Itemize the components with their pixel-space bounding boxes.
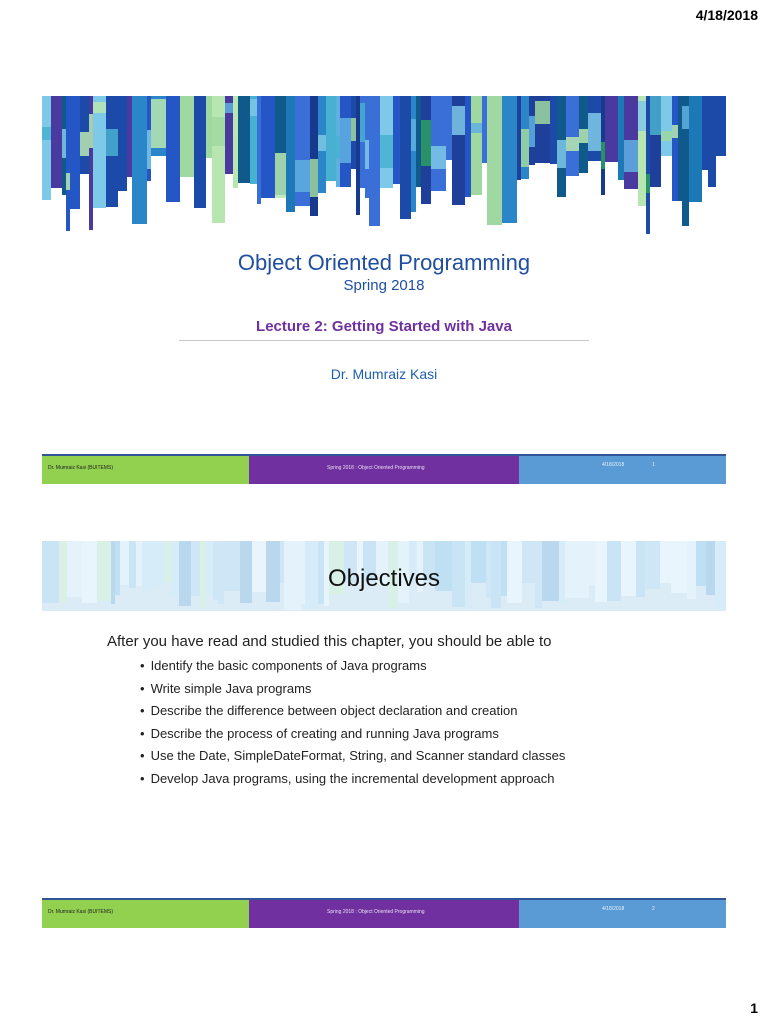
list-item: • Describe the difference between object declaration and creation xyxy=(140,703,565,726)
footer-left-panel xyxy=(42,900,249,928)
footer-course: Spring 2018 : Object Oriented Programming xyxy=(327,909,425,915)
lecture-title: Lecture 2: Getting Started with Java xyxy=(256,318,512,335)
footer-center-panel xyxy=(249,900,519,928)
slide-subtitle: Spring 2018 xyxy=(343,277,425,294)
slide-title: Object Oriented Programming xyxy=(237,250,531,275)
footer-center-panel xyxy=(249,456,519,484)
footer-right-panel xyxy=(519,456,726,484)
footer-author: Dr. Mumraiz Kasi (BUITEMS) xyxy=(48,909,114,915)
page-date: 4/18/2018 xyxy=(695,7,758,23)
objectives-intro: After you have read and studied this chapter, you should be able to xyxy=(107,633,552,650)
objectives-list xyxy=(140,658,565,793)
decorative-banner xyxy=(42,96,726,241)
footer-slide-number: 1 xyxy=(652,462,655,468)
slide-2 xyxy=(42,541,726,931)
page-number: 1 xyxy=(750,1000,758,1016)
footer-course: Spring 2018 : Object Oriented Programming xyxy=(327,465,425,471)
list-item: • Use the Date, SimpleDateFormat, String, and Scanner standard classes xyxy=(140,748,565,771)
slide-footer xyxy=(42,454,726,484)
list-item: • Describe the process of creating and running Java programs xyxy=(140,726,565,749)
slide-1 xyxy=(42,96,726,486)
slide-footer xyxy=(42,898,726,928)
footer-left-panel xyxy=(42,456,249,484)
list-item: • Identify the basic components of Java programs xyxy=(140,658,565,681)
footer-right-panel xyxy=(519,900,726,928)
footer-slide-number: 2 xyxy=(652,906,655,912)
divider xyxy=(179,340,589,341)
author-name: Dr. Mumraiz Kasi xyxy=(330,366,438,382)
slide-title: Objectives xyxy=(327,565,441,592)
list-item: • Develop Java programs, using the incremental development approach xyxy=(140,771,565,794)
footer-date: 4/18/2018 xyxy=(602,462,625,468)
footer-author: Dr. Mumraiz Kasi (BUITEMS) xyxy=(48,465,114,471)
footer-date: 4/18/2018 xyxy=(602,906,625,912)
list-item: • Write simple Java programs xyxy=(140,681,565,704)
